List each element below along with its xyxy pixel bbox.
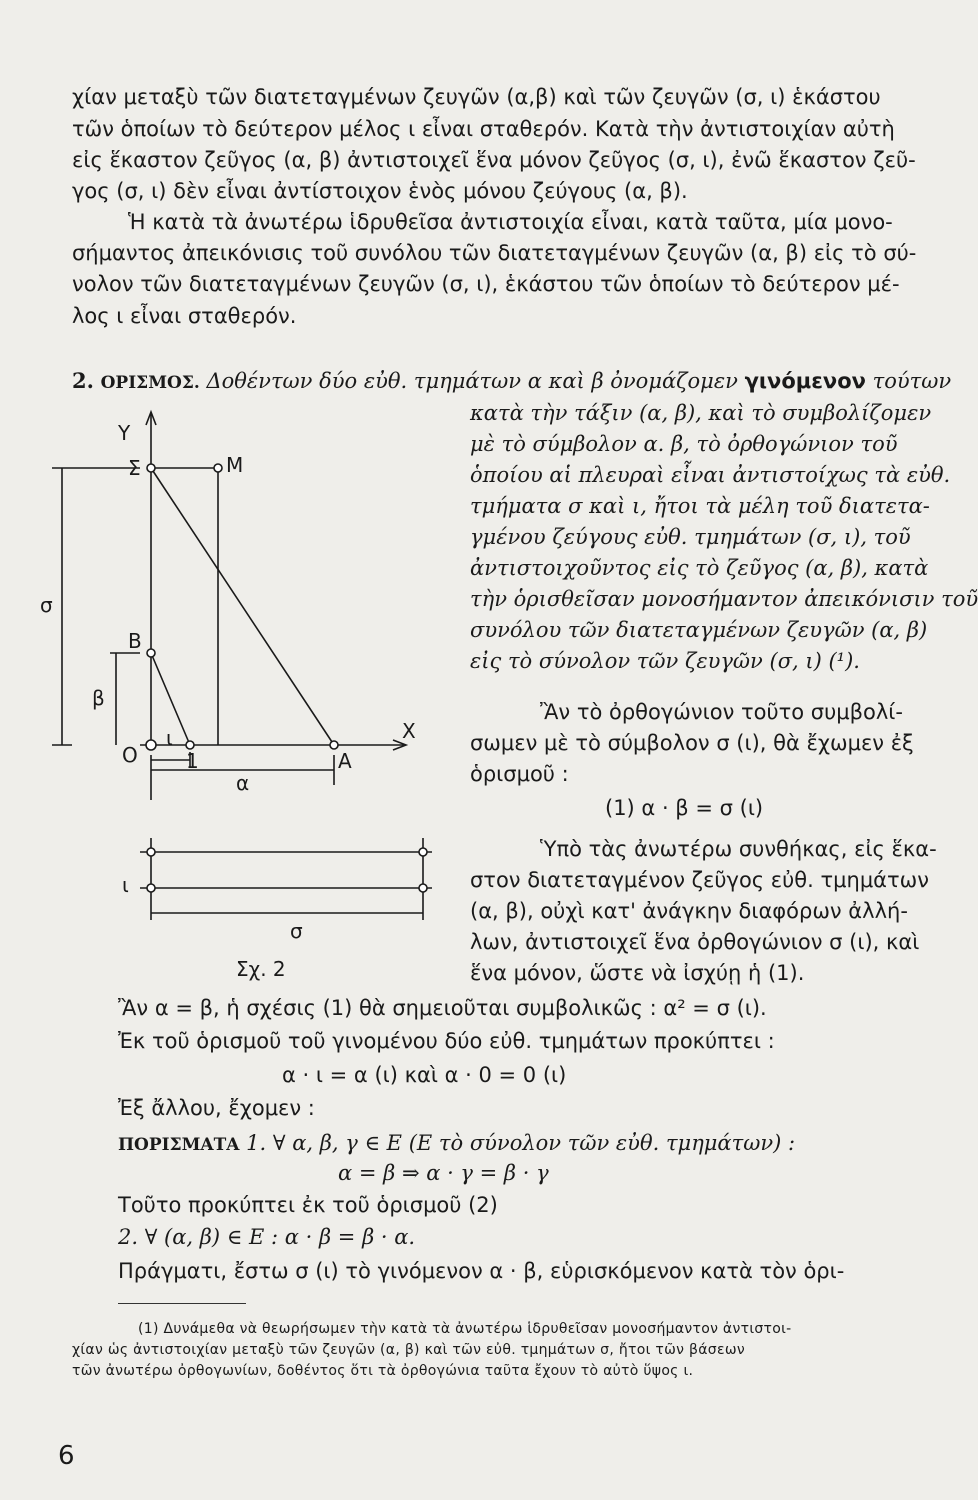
text-line: (α, β), οὐχὶ κατ' ἀνάγκην διαφόρων ἀλλή- bbox=[470, 899, 908, 923]
label-iota: ι bbox=[166, 726, 173, 750]
text-line: Ἐξ ἄλλου, ἔχομεν : bbox=[118, 1096, 315, 1120]
corollary-1-formula: α = β ⇒ α · γ = β · γ bbox=[338, 1161, 549, 1185]
footnote-line: χίαν ὡς ἀντιστοιχίαν μεταξὺ τῶν ζευγῶν (α, β) καὶ τῶν εὐθ. τμημάτων σ, ἤτοι τῶν βάσεων bbox=[72, 1342, 745, 1358]
corollary-line bbox=[118, 1130, 795, 1158]
definition-line: τμήματα σ καὶ ι, ἤτοι τὰ μέλη τοῦ διατετα- bbox=[470, 494, 930, 518]
definition-line: ἀντιστοιχοῦντος εἰς τὸ ζεῦγος (α, β), κατὰ bbox=[470, 556, 929, 580]
definition-label: ΟΡΙΣΜΟΣ. bbox=[100, 373, 200, 393]
definition-text: Δοθέντων δύο εὐθ. τμημάτων α καὶ β ὀνομάζομεν bbox=[206, 369, 738, 393]
page-number: 6 bbox=[58, 1441, 75, 1471]
text-line: Ἂν α = β, ἡ σχέσις (1) θὰ σημειοῦται συμβολικῶς : α² = σ (ι). bbox=[118, 996, 767, 1020]
corollary-label: ΠΟΡΙΣΜΑΤΑ bbox=[118, 1135, 240, 1155]
label-sigma-upper: Σ bbox=[128, 456, 141, 480]
label-y: Y bbox=[118, 421, 131, 445]
definition-line: κατὰ τὴν τάξιν (α, β), καὶ τὸ συμβολίζομεν bbox=[470, 401, 932, 425]
formula-line: α · ι = α (ι) καὶ α · 0 = 0 (ι) bbox=[282, 1063, 567, 1087]
definition-line: εἰς τὸ σύνολον τῶν ζευγῶν (σ, ι) (¹). bbox=[470, 649, 860, 673]
figure-caption: Σχ. 2 bbox=[236, 957, 286, 981]
rect2-corner bbox=[419, 884, 427, 892]
label-a: Α bbox=[338, 749, 352, 773]
rect2-corner bbox=[147, 884, 155, 892]
text-line: Ἐκ τοῦ ὁρισμοῦ τοῦ γινομένου δύο εὐθ. τμημάτων προκύπτει : bbox=[118, 1029, 775, 1053]
figure-diagram bbox=[0, 0, 470, 1000]
text-line: Πράγματι, ἔστω σ (ι) τὸ γινόμενον α · β, εὑρισκόμενον κατὰ τὸν ὁρι- bbox=[118, 1259, 845, 1283]
label-beta: β bbox=[92, 686, 105, 710]
rect2-corner bbox=[147, 848, 155, 856]
definition-line: τὴν ὁρισθεῖσαν μονοσήμαντον ἀπεικόνισιν τοῦ bbox=[470, 587, 978, 611]
text-line: σήμαντος ἀπεικόνισις τοῦ συνόλου τῶν διατεταγμένων ζευγῶν (α, β) εἰς τὸ σύ- bbox=[72, 241, 917, 265]
point-a bbox=[330, 741, 338, 749]
text-line: γος (σ, ι) δὲν εἶναι ἀντίστοιχον ἑνὸς μόνου ζεύγους (α, β). bbox=[72, 179, 688, 203]
definition-line: γμένου ζεύγους εὐθ. τμημάτων (σ, ι), τοῦ bbox=[470, 525, 911, 549]
text-line: Ἂν τὸ ὀρθογώνιον τοῦτο συμβολί- bbox=[540, 700, 903, 724]
point-m bbox=[214, 464, 222, 472]
corollary-1: 1. ∀ α, β, γ ∈ E (E τὸ σύνολον τῶν εὐθ. τμημάτων) : bbox=[246, 1131, 796, 1155]
definition-line: μὲ τὸ σύμβολον α. β, τὸ ὀρθογώνιον τοῦ bbox=[470, 432, 898, 456]
label-alpha: α bbox=[236, 771, 250, 795]
label-x: Χ bbox=[402, 719, 416, 743]
text-line: τῶν ὁποίων τὸ δεύτερον μέλος ι εἶναι σταθερόν. Κατὰ τὴν ἀντιστοιχίαν αὐτὴ bbox=[72, 117, 895, 141]
definition-bold-term: γινόμενον bbox=[744, 369, 866, 393]
definition-text: τούτων bbox=[872, 369, 952, 393]
formula-1: (1) α · β = σ (ι) bbox=[605, 796, 764, 820]
diagonal-sigma-a bbox=[151, 468, 334, 745]
text-line: λων, ἀντιστοιχεῖ ἕνα ὀρθογώνιον σ (ι), καὶ bbox=[470, 930, 920, 954]
definition-number: 2. bbox=[72, 368, 94, 393]
point-b bbox=[147, 649, 155, 657]
text-line: στον διατεταγμένον ζεῦγος εὐθ. τμημάτων bbox=[470, 868, 929, 892]
definition-line: συνόλου τῶν διατεταγμένων ζευγῶν (α, β) bbox=[470, 618, 928, 642]
text-line: Τοῦτο προκύπτει ἐκ τοῦ ὁρισμοῦ (2) bbox=[118, 1193, 498, 1217]
label-o: Ο bbox=[122, 743, 138, 767]
rect2-label-iota: ι bbox=[122, 873, 129, 897]
footnote-line: τῶν ἀνωτέρω ὀρθογωνίων, δοθέντος ὅτι τὰ ὀρθογώνια ταῦτα ἔχουν τὸ αὐτὸ ὕψος ι. bbox=[72, 1363, 694, 1379]
text-line: χίαν μεταξὺ τῶν διατεταγμένων ζευγῶν (α,β) καὶ τῶν ζευγῶν (σ, ι) ἑκάστου bbox=[72, 85, 881, 109]
label-m: Μ bbox=[226, 453, 244, 477]
corollary-2: 2. ∀ (α, β) ∈ E : α · β = β · α. bbox=[118, 1225, 416, 1249]
text-line: λος ι εἶναι σταθερόν. bbox=[72, 304, 297, 328]
label-sigma: σ bbox=[40, 593, 53, 617]
label-one: 1 bbox=[186, 749, 199, 773]
point-1 bbox=[186, 741, 194, 749]
label-b: Β bbox=[128, 629, 142, 653]
text-line: εἰς ἕκαστον ζεῦγος (α, β) ἀντιστοιχεῖ ἕνα μόνον ζεῦγος (σ, ι), ἐνῶ ἕκαστον ζεῦ- bbox=[72, 148, 916, 172]
text-line: Ὑπὸ τὰς ἀνωτέρω συνθήκας, εἰς ἕκα- bbox=[540, 837, 937, 861]
footnote-line: (1) Δυνάμεθα νὰ θεωρήσωμεν τὴν κατὰ τὰ ἀνωτέρω ἱδρυθεῖσαν μονοσήμαντον ἀντιστοι- bbox=[138, 1321, 792, 1337]
rect2-corner bbox=[419, 848, 427, 856]
definition-line: ὁποίου αἱ πλευραὶ εἶναι ἀντιστοίχως τὰ εὐθ. bbox=[470, 463, 951, 487]
text-line: σωμεν μὲ τὸ σύμβολον σ (ι), θὰ ἔχωμεν ἐξ bbox=[470, 731, 914, 755]
text-line: Ἡ κατὰ τὰ ἀνωτέρω ἱδρυθεῖσα ἀντιστοιχία εἶναι, κατὰ ταῦτα, μία μονο- bbox=[128, 210, 893, 234]
text-line: ἕνα μόνον, ὥστε νὰ ἰσχύῃ ἡ (1). bbox=[470, 961, 805, 985]
rect2-label-sigma: σ bbox=[290, 919, 303, 943]
point-o bbox=[146, 740, 156, 750]
text-line: νολον τῶν διατεταγμένων ζευγῶν (σ, ι), ἑκάστου τῶν ὁποίων τὸ δεύτερον μέ- bbox=[72, 272, 900, 296]
point-sigma bbox=[147, 464, 155, 472]
text-line: ὁρισμοῦ : bbox=[470, 762, 569, 786]
footnote-divider bbox=[118, 1303, 246, 1304]
